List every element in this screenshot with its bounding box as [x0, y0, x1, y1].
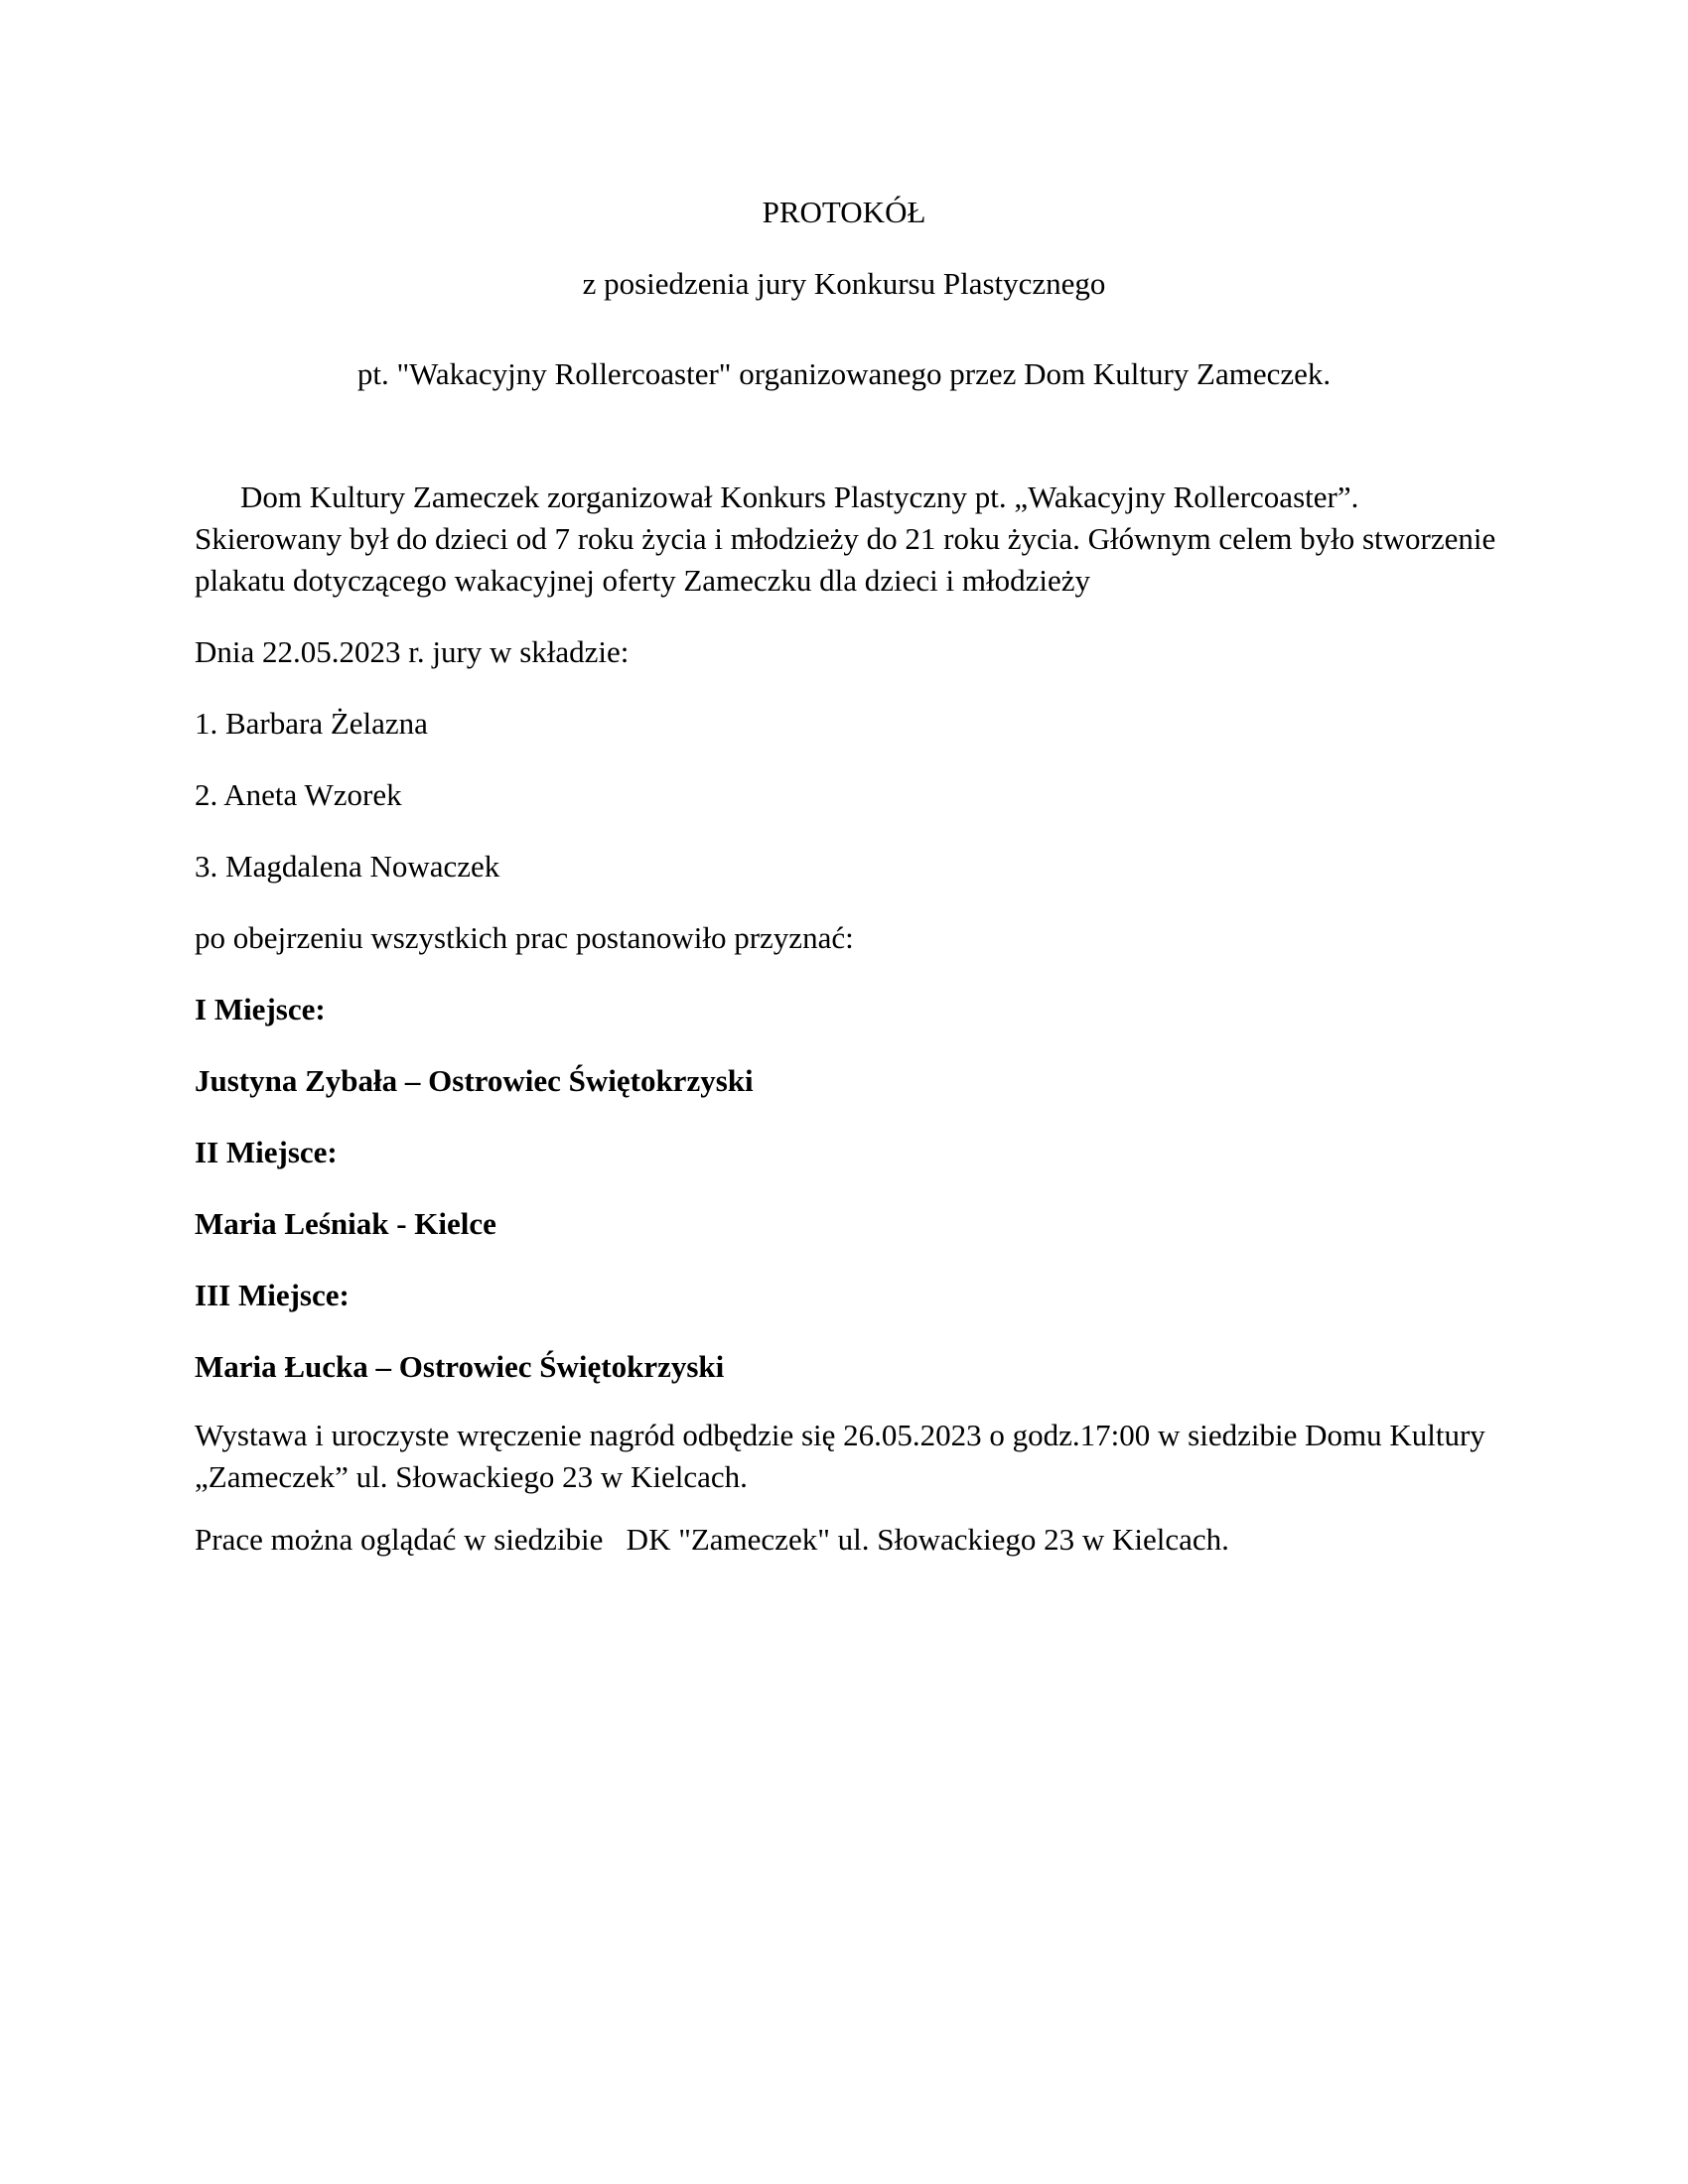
contest-name-line: pt. "Wakacyjny Rollercoaster" organizowanego przez Dom Kultury Zameczek.: [356, 356, 1332, 391]
award-winner: Maria Łucka – Ostrowiec Świętokrzyski: [195, 1349, 725, 1384]
exhibition-paragraph: Wystawa i uroczyste wręczenie nagród odbędzie się 26.05.2023 o godz.17:00 w siedzibie Domu Kultury „Zameczek” ul. Słowackiego 23 w Kielcach.: [195, 1418, 1485, 1494]
document-subtitle: z posiedzenia jury Konkursu Plastycznego: [582, 266, 1106, 301]
viewing-paragraph: Prace można oglądać w siedzibie DK "Zameczek" ul. Słowackiego 23 w Kielcach.: [195, 1522, 1229, 1557]
decision-text: po obejrzeniu wszystkich prac postanowiło przyznać:: [195, 920, 854, 955]
document-title: PROTOKÓŁ: [762, 195, 926, 229]
jury-member: 2. Aneta Wzorek: [195, 777, 402, 812]
award-winner: Justyna Zybała – Ostrowiec Świętokrzyski: [195, 1063, 754, 1098]
award-place: I Miejsce:: [195, 992, 326, 1026]
award-place: III Miejsce:: [195, 1278, 350, 1312]
jury-member: 1. Barbara Żelazna: [195, 706, 428, 741]
award-winner: Maria Leśniak - Kielce: [195, 1206, 496, 1241]
jury-member: 3. Magdalena Nowaczek: [195, 849, 500, 884]
award-place: II Miejsce:: [195, 1135, 338, 1169]
intro-paragraph: Dom Kultury Zameczek zorganizował Konkurs Plastyczny pt. „Wakacyjny Rollercoaster”. Skierowany był do dzieci od 7 roku życia i młodzieży do 21 roku życia. Głównym celem było stworzenie plakatu dotyczącego wakacyjnej oferty Zameczku dla dzieci i młodzieży: [195, 479, 1496, 598]
jury-intro: Dnia 22.05.2023 r. jury w składzie:: [195, 634, 630, 669]
